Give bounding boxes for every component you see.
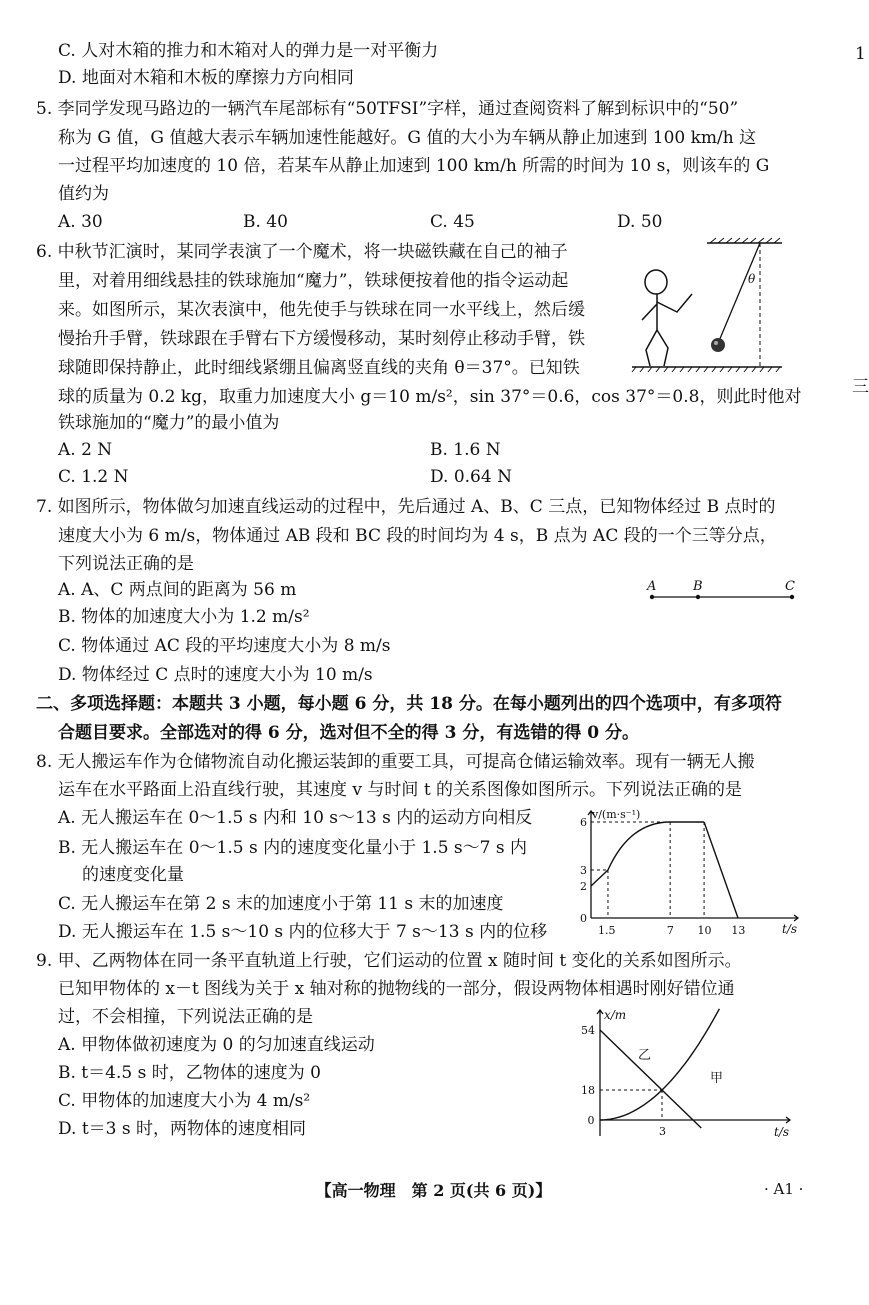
q6-line-1: 6. 中秋节汇演时，某同学表演了一个魔术，将一块磁铁藏在自己的袖子 — [36, 242, 568, 262]
q6-line-6: 球的质量为 0.2 kg，取重力加速度大小 g＝10 m/s²，sin 37°＝0.6，cos 37°＝0.8，则此时他对 — [58, 387, 802, 407]
q7-line-3: 下列说法正确的是 — [58, 554, 194, 574]
q9-line-3: 过，不会相撞，下列说法正确的是 — [58, 1007, 313, 1027]
q7-line-figure — [640, 576, 800, 606]
q7-option-a: A. A、C 两点间的距离为 56 m — [58, 580, 297, 600]
q8-ylabel: v/(m·s⁻¹) — [592, 808, 641, 821]
q4-option-c: C. 人对木箱的推力和木箱对人的弹力是一对平衡力 — [58, 41, 439, 61]
q6-line-3: 来。如图所示，某次表演中，他先使手与铁球在同一水平线上，然后缓 — [58, 300, 585, 320]
vt-ytick-label: 0 — [580, 912, 587, 925]
q8-line-2: 运车在水平路面上沿直线行驶，其速度 v 与时间 t 的关系图像如图所示。下列说法正确的是 — [58, 780, 743, 800]
q8-option-d: D. 无人搬运车在 1.5 s～10 s 内的位移大于 7 s～13 s 内的位移 — [58, 922, 548, 942]
point-a-label: A — [647, 579, 657, 594]
curve-yi-label: 乙 — [638, 1048, 652, 1063]
q7-option-b: B. 物体的加速度大小为 1.2 m/s² — [58, 607, 310, 627]
q6-line-4: 慢抬升手臂，铁球跟在手臂右下方缓慢移动，某时刻停止移动手臂，铁 — [58, 329, 585, 349]
stick-figure — [642, 270, 692, 366]
q8-line-1: 8. 无人搬运车作为仓储物流自动化搬运装卸的重要工具，可提高仓储运输效率。现有一辆无人搬 — [36, 752, 755, 772]
vt-xtick-label: 7 — [666, 924, 674, 937]
xt-xtick-label: 3 — [659, 1125, 666, 1138]
q8-option-b: B. 无人搬运车在 0～1.5 s 内的速度变化量小于 1.5 s～7 s 内 — [58, 838, 528, 858]
q9-xt-graph — [578, 1002, 803, 1142]
margin-mark-top: 1 — [855, 44, 866, 64]
iron-ball — [711, 338, 725, 352]
curve-jia-label: 甲 — [710, 1071, 724, 1086]
xt-ytick-label: 0 — [587, 1114, 595, 1127]
q8-option-a: A. 无人搬运车在 0～1.5 s 内和 10 s～13 s 内的运动方向相反 — [58, 808, 533, 828]
point-c-label: C — [785, 579, 795, 594]
q6-option-d: D. 0.64 N — [430, 467, 512, 487]
q9-option-a: A. 甲物体做初速度为 0 的匀加速直线运动 — [58, 1035, 375, 1055]
vt-ytick-label: 3 — [580, 864, 587, 877]
q5-option-d: D. 50 — [617, 212, 663, 232]
vt-segment-1 — [591, 870, 608, 886]
q8-option-c: C. 无人搬运车在第 2 s 末的加速度小于第 11 s 末的加速度 — [58, 894, 504, 914]
line-yi — [600, 1030, 701, 1128]
q8-option-b-cont: 的速度变化量 — [82, 865, 184, 885]
q5-option-a: A. 30 — [58, 212, 103, 232]
q7-line-2: 速度大小为 6 m/s，物体通过 AB 段和 BC 段的时间均为 4 s，B 点为 AC 段的一个三等分点， — [58, 526, 777, 546]
vt-ytick-label: 6 — [580, 816, 587, 829]
footer-code: · A1 · — [764, 1180, 804, 1198]
margin-mark-mid: 三 — [852, 377, 869, 397]
vt-xtick-label: 10 — [697, 924, 712, 937]
vt-xtick-label: 13 — [731, 924, 746, 937]
q9-line-2: 已知甲物体的 x－t 图线为关于 x 轴对称的抛物线的一部分，假设两物体相遇时刚好错位通 — [58, 979, 735, 999]
xt-ytick-label: 18 — [581, 1084, 595, 1097]
vt-segment-4 — [704, 822, 738, 918]
xt-ytick-label: 54 — [581, 1024, 595, 1037]
q9-xlabel: t/s — [774, 1125, 790, 1139]
vt-xtick-label: 1.5 — [598, 924, 616, 937]
q7-option-d: D. 物体经过 C 点时的速度大小为 10 m/s — [58, 665, 373, 685]
vt-ytick-label: 2 — [580, 880, 587, 893]
q6-figure — [632, 238, 792, 378]
curve-jia — [600, 1009, 719, 1120]
vt-segment-2 — [608, 822, 670, 870]
section2-line-2: 合题目要求。全部选对的得 6 分，选对但不全的得 3 分，有选错的得 0 分。 — [58, 723, 639, 743]
q9-ylabel: x/m — [604, 1008, 627, 1022]
q6-line-2: 里，对着用细线悬挂的铁球施加“魔力”，铁球便按着他的指令运动起 — [58, 271, 569, 291]
q6-line-7: 铁球施加的“魔力”的最小值为 — [58, 413, 280, 433]
q9-line-1: 9. 甲、乙两物体在同一条平直轨道上行驶，它们运动的位置 x 随时间 t 变化的关系如图所示。 — [36, 951, 742, 971]
page-footer — [0, 1178, 867, 1201]
q5-line-3: 一过程平均加速度的 10 倍，若某车从静止加速到 100 km/h 所需的时间为 10 s，则该车的 G — [58, 156, 770, 176]
q9-option-d: D. t＝3 s 时，两物体的速度相同 — [58, 1119, 307, 1139]
q5-line-4: 值约为 — [58, 184, 109, 204]
point-b-label: B — [693, 579, 703, 594]
q8-xlabel: t/s — [782, 922, 798, 936]
q6-line-5: 球随即保持静止，此时细线紧绷且偏离竖直线的夹角 θ＝37°。已知铁 — [58, 358, 580, 378]
footer-text: 【高一物理 第 2 页(共 6 页)】 — [315, 1181, 552, 1200]
q5-option-b: B. 40 — [243, 212, 288, 232]
section2-line-1: 二、多项选择题：本题共 3 小题，每小题 6 分，共 18 分。在每小题列出的四个选项中，有多项符 — [36, 694, 782, 714]
q9-option-c: C. 甲物体的加速度大小为 4 m/s² — [58, 1091, 311, 1111]
q9-option-b: B. t＝4.5 s 时，乙物体的速度为 0 — [58, 1063, 321, 1083]
q6-option-b: B. 1.6 N — [430, 440, 501, 460]
q4-option-d: D. 地面对木箱和木板的摩擦力方向相同 — [58, 68, 354, 88]
q6-theta-label: θ — [748, 272, 756, 286]
q5-line-1: 5. 李同学发现马路边的一辆汽车尾部标有“50TFSI”字样，通过查阅资料了解到标识中的“50” — [36, 99, 739, 119]
q6-option-a: A. 2 N — [58, 440, 113, 460]
q6-option-c: C. 1.2 N — [58, 467, 129, 487]
q7-line-1: 7. 如图所示，物体做匀加速直线运动的过程中，先后通过 A、B、C 三点，已知物体经过 B 点时的 — [36, 497, 776, 517]
q8-vt-graph — [566, 805, 806, 940]
q5-option-c: C. 45 — [430, 212, 475, 232]
q7-option-c: C. 物体通过 AC 段的平均速度大小为 8 m/s — [58, 636, 391, 656]
q5-line-2: 称为 G 值，G 值越大表示车辆加速性能越好。G 值的大小为车辆从静止加速到 100 km/h 这 — [58, 128, 757, 148]
